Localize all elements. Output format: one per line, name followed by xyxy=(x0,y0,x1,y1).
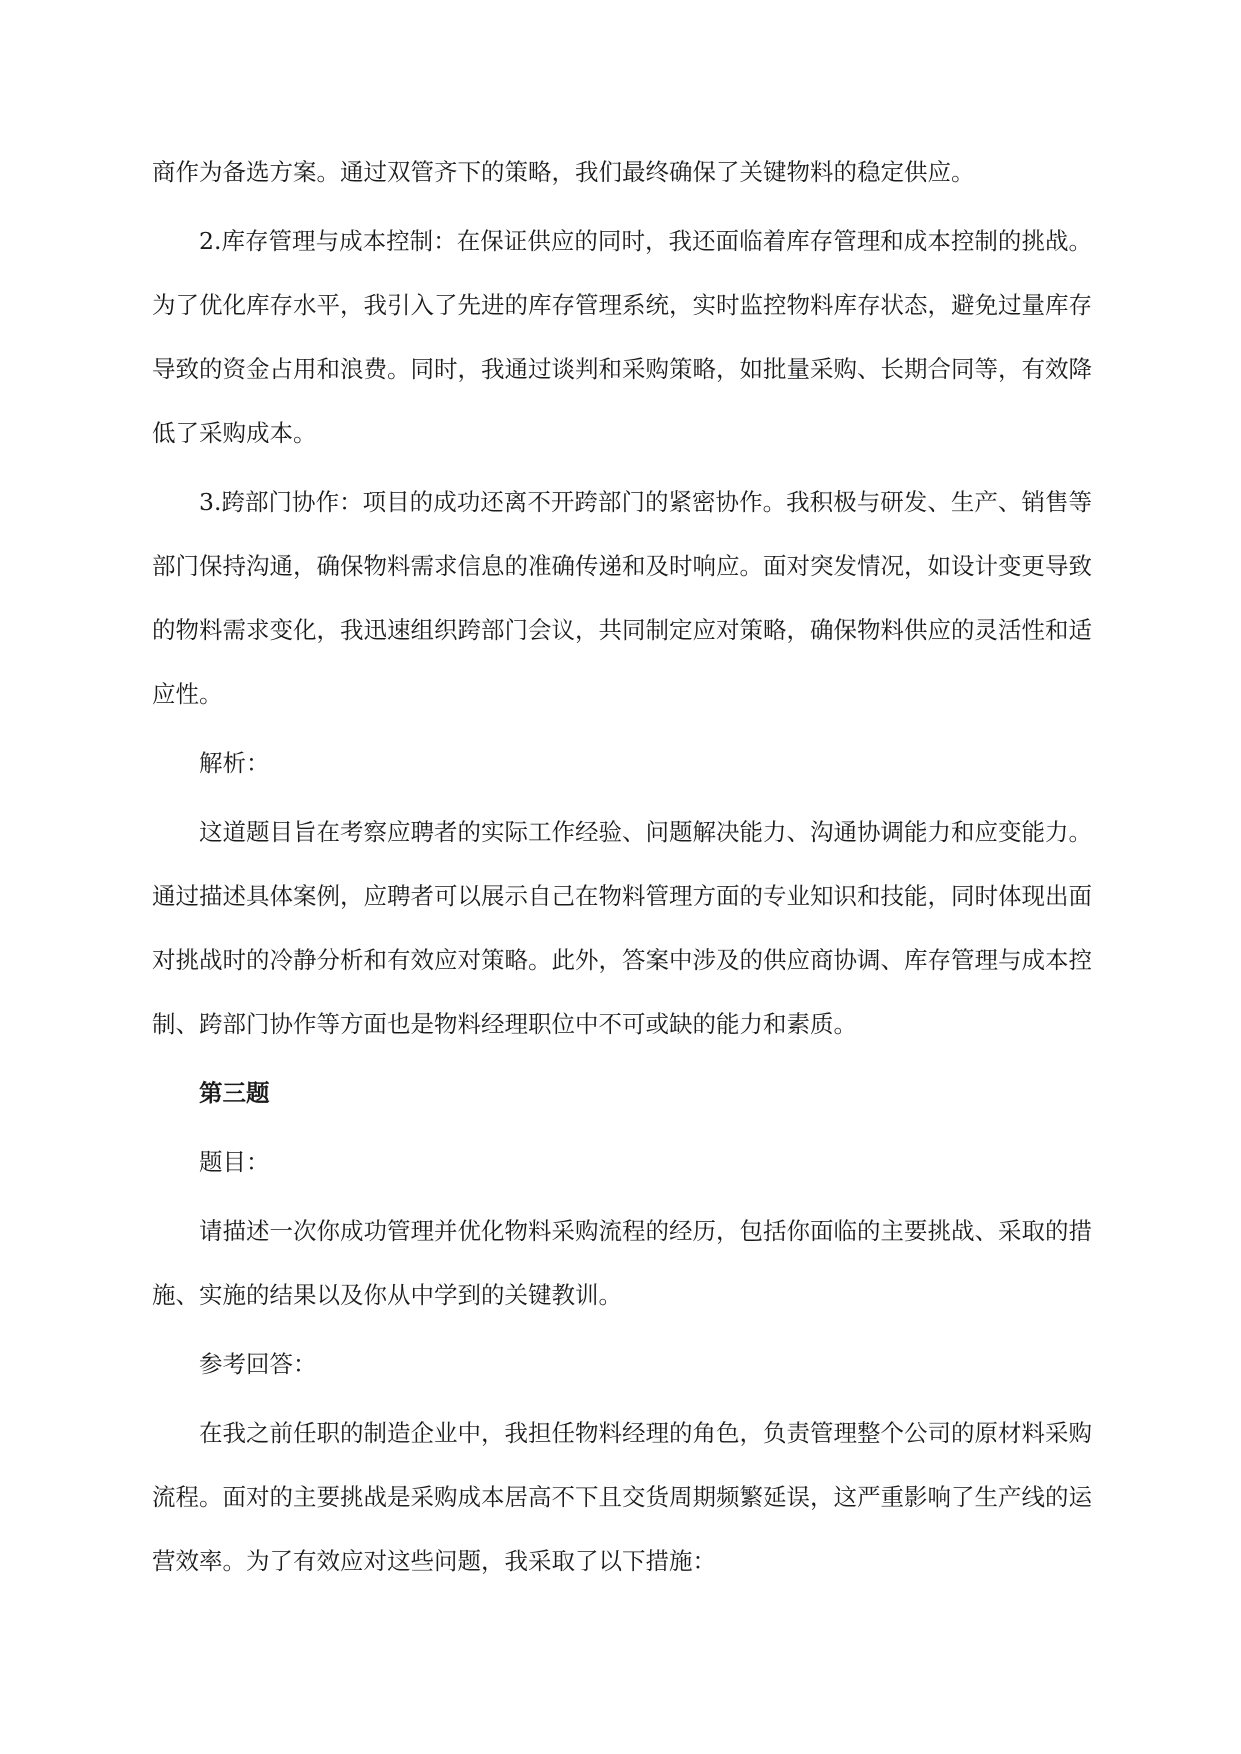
section-heading-question-three: 第三题 xyxy=(199,1079,270,1107)
paragraph-reference-answer: 在我之前任职的制造企业中，我担任物料经理的角色，负责管理整个公司的原材料采购流程。面对的主要挑战是采购成本居高不下且交货周期频繁延误，这严重影响了生产线的运营效率。为了有效应对这些问题，我采取了以下措施： xyxy=(152,1419,1092,1575)
document-body xyxy=(152,140,1092,1598)
label-analysis: 解析： xyxy=(199,749,270,777)
paragraph-cross-department: 3.跨部门协作：项目的成功还离不开跨部门的紧密协作。我积极与研发、生产、销售等部门保持沟通，确保物料需求信息的准确传递和及时响应。面对突发情况，如设计变更导致的物料需求变化，我迅速组织跨部门会议，共同制定应对策略，确保物料供应的灵活性和适应性。 xyxy=(152,488,1092,708)
paragraph-analysis: 这道题目旨在考察应聘者的实际工作经验、问题解决能力、沟通协调能力和应变能力。通过描述具体案例，应聘者可以展示自己在物料管理方面的专业知识和技能，同时体现出面对挑战时的冷静分析和有效应对策略。此外，答案中涉及的供应商协调、库存管理与成本控制、跨部门协作等方面也是物料经理职位中不可或缺的能力和素质。 xyxy=(152,818,1092,1038)
label-reference-answer: 参考回答： xyxy=(199,1350,317,1378)
label-question: 题目： xyxy=(199,1148,270,1176)
paragraph-continued: 商作为备选方案。通过双管齐下的策略，我们最终确保了关键物料的稳定供应。 xyxy=(152,158,975,186)
paragraph-question: 请描述一次你成功管理并优化物料采购流程的经历，包括你面临的主要挑战、采取的措施、实施的结果以及你从中学到的关键教训。 xyxy=(152,1217,1092,1309)
paragraph-inventory-cost-control: 2.库存管理与成本控制：在保证供应的同时，我还面临着库存管理和成本控制的挑战。为了优化库存水平，我引入了先进的库存管理系统，实时监控物料库存状态，避免过量库存导致的资金占用和浪费。同时，我通过谈判和采购策略，如批量采购、长期合同等，有效降低了采购成本。 xyxy=(152,227,1092,447)
